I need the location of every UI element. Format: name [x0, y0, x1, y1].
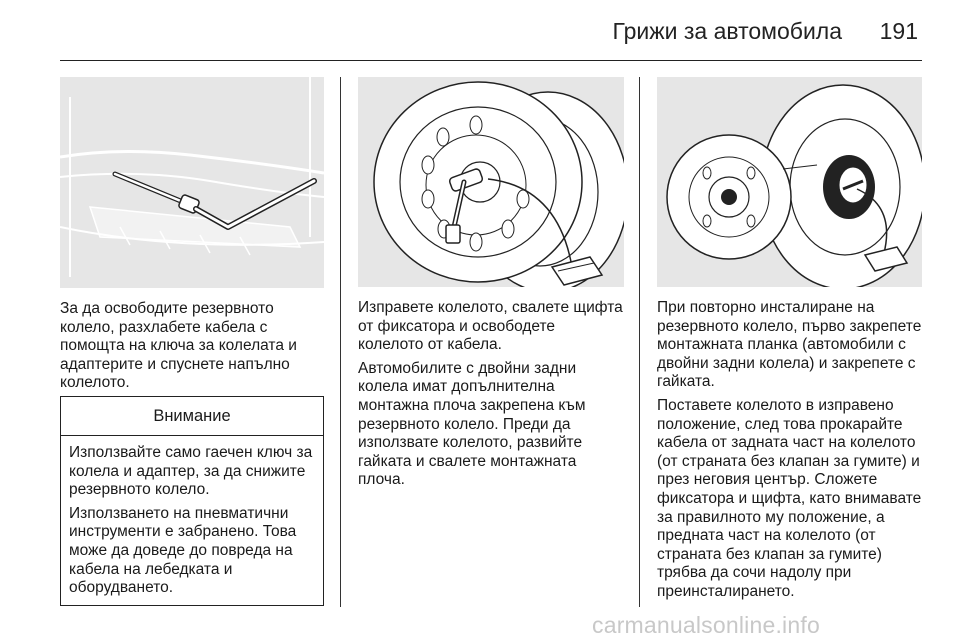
page-header [60, 0, 922, 61]
page-number: 191 [879, 18, 918, 44]
column-3 [657, 77, 922, 602]
page-title: Грижи за автомобила [612, 18, 842, 44]
column-1 [60, 77, 324, 393]
instruction-paragraph: Автомобилите с двойни задни колела имат допълнителна монтажна плоча закрепена към резервното колело. Преди да използвате колелото, развийте гайката и свалете монтажната плоча. [358, 359, 586, 489]
column-2 [358, 77, 624, 490]
watermark: carmanualsonline.info [592, 612, 820, 638]
warning-heading: Внимание [61, 397, 323, 436]
wrench-lowering-spare-wheel-illustration [60, 77, 324, 288]
column-divider [340, 77, 341, 607]
spare-wheel-reinstall-illustration [657, 77, 922, 287]
instruction-paragraph: Поставете колелото в изправено положение, след това прокарайте кабела от задната част на колелото (от страната без клапан за гумите) и през неговия център. Сложете фиксатора и щифта, като внимавате за правилното му положение, а предната част на колелото (от страната без клапан за гумите) трябва да сочи надолу при преинсталирането. [657, 396, 922, 600]
warning-paragraph: Използвайте само гаечен ключ за колела и адаптер, за да снижите резервното колело. [69, 444, 313, 499]
warning-paragraph: Използването на пневматични инструменти е забранено. Това може да доведе до повреда на кабела на лебедката и оборудването. [69, 504, 297, 597]
warning-box [60, 396, 324, 606]
instruction-paragraph: За да освободите резервното колело, разхлабете кабела с помощта на ключа за колелата и адаптерите и спуснете напълно колелото. [60, 300, 297, 392]
column-divider [639, 77, 640, 607]
spare-wheel-cable-release-illustration [358, 77, 624, 287]
instruction-paragraph: Изправете колелото, свалете щифта от фиксатора и освободете колелото от кабела. [358, 299, 623, 354]
instruction-paragraph: При повторно инсталиране на резервното колело, първо закрепете монтажната планка (автомобили с двойни задни колела) и закрепете с гайката. [657, 299, 922, 391]
